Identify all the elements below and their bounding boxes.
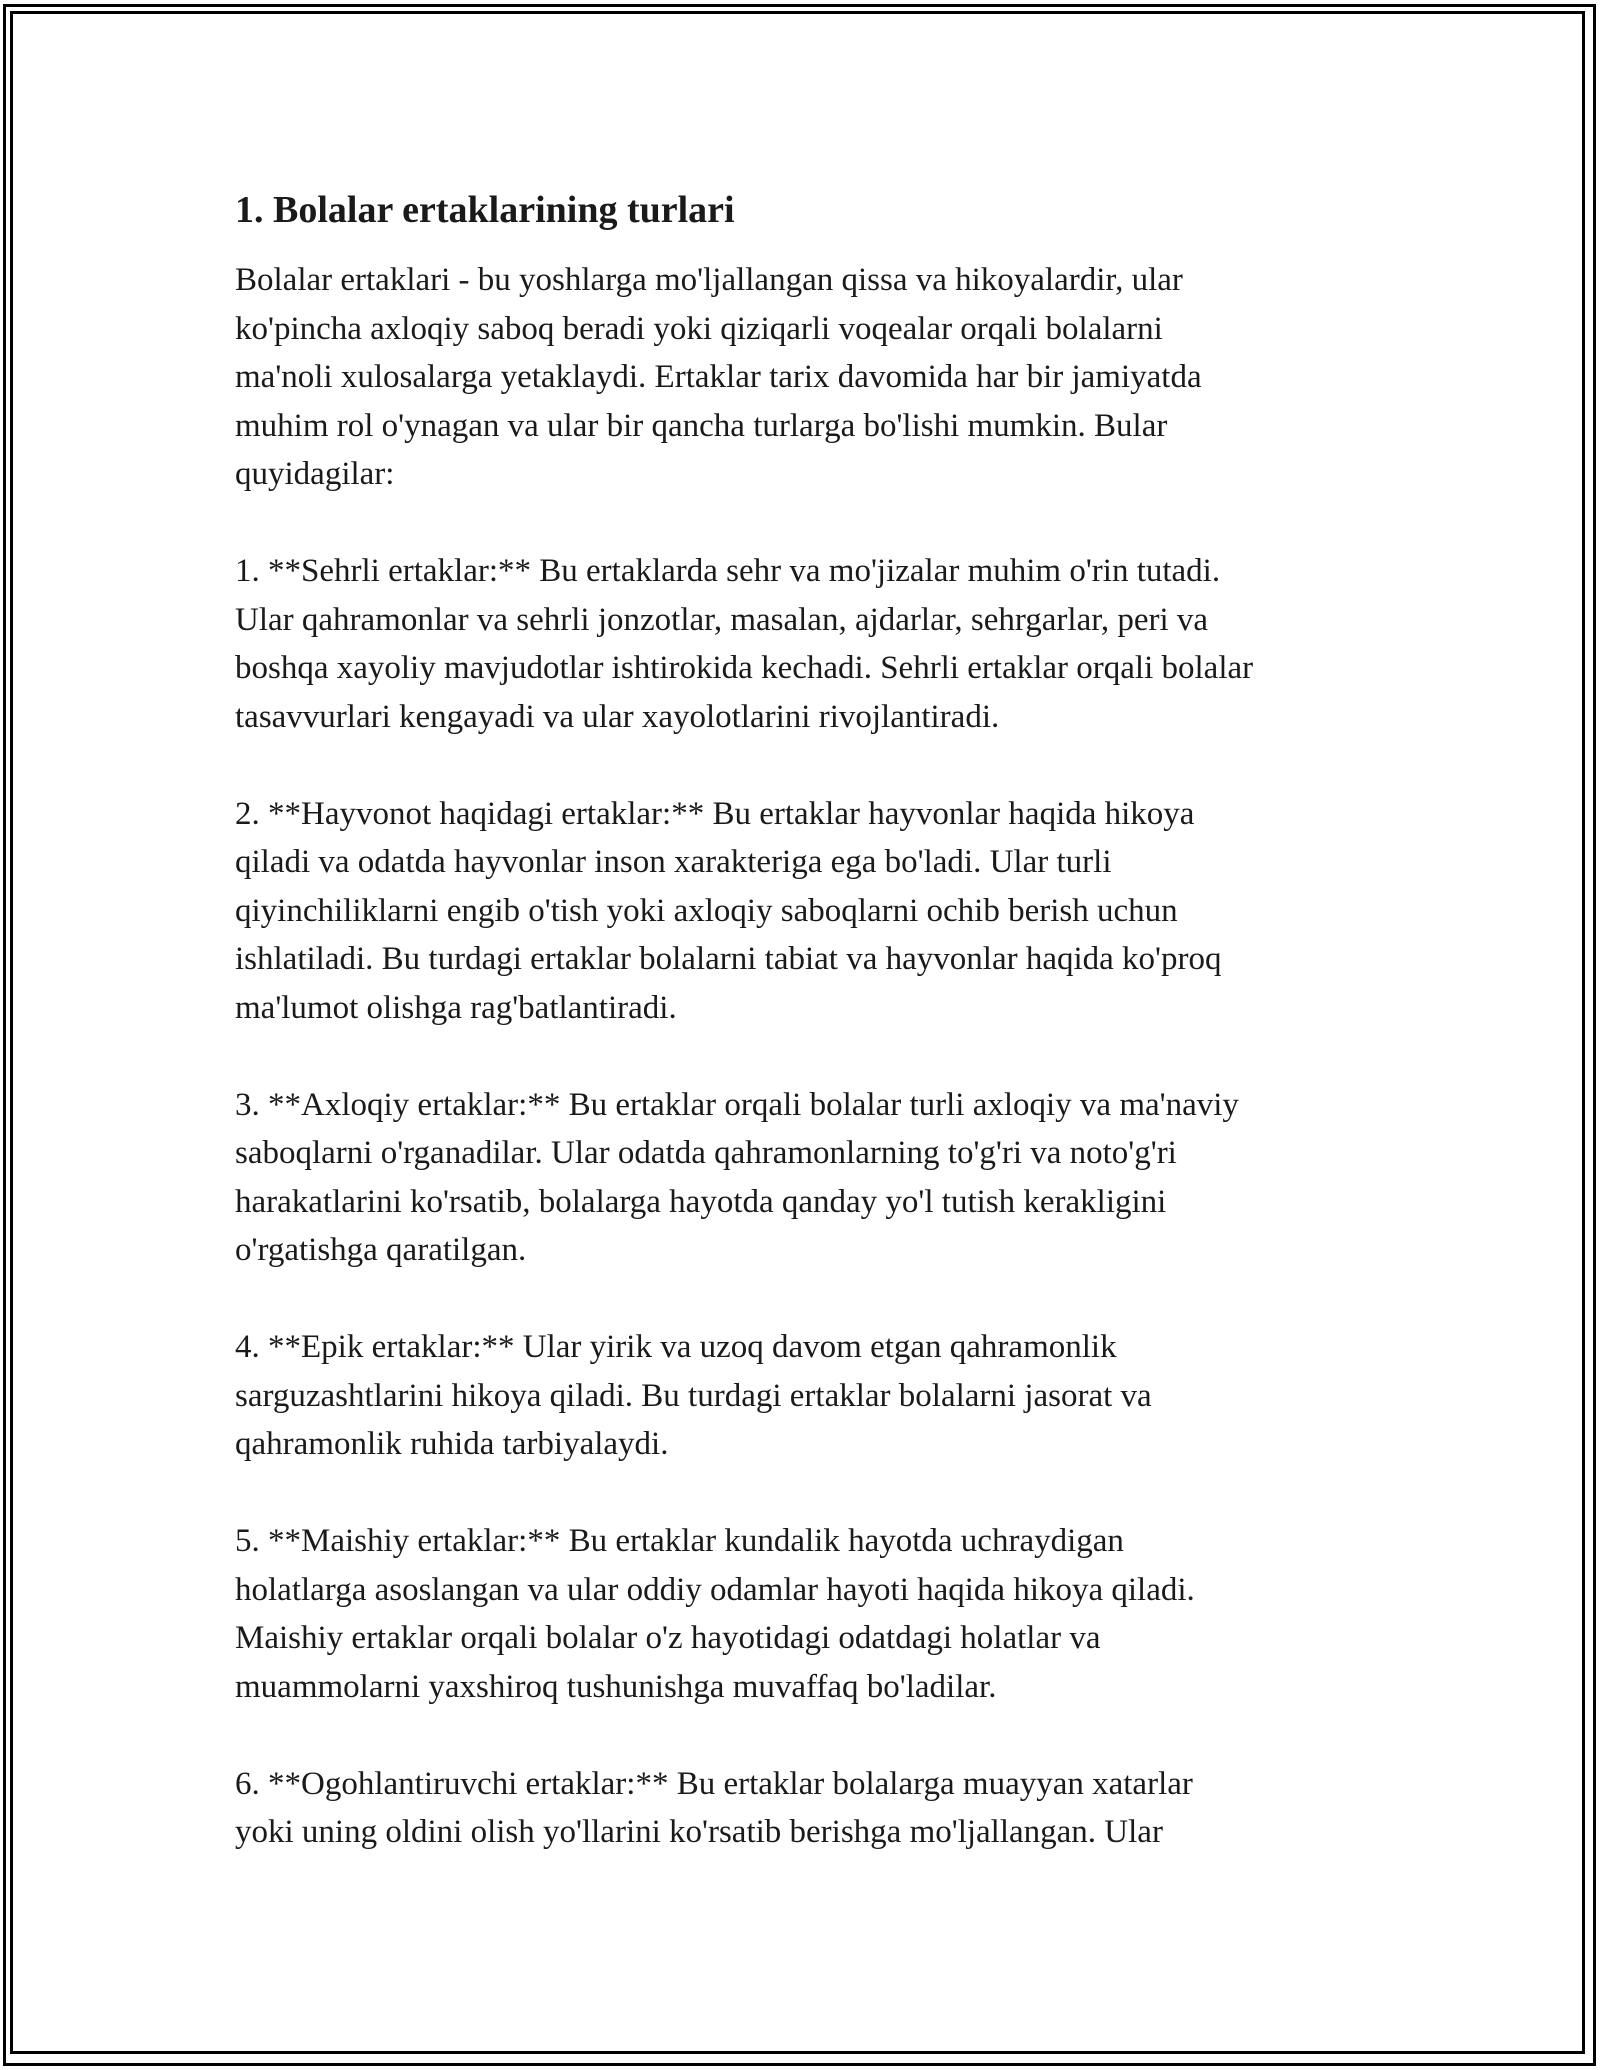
list-item-moral-tales: 3. **Axloqiy ertaklar:** Bu ertaklar orqali bolalar turli axloqiy va ma'naviy saboqlarni o'rganadilar. Ular odatda qahramonlarning to'g'ri va noto'g'ri harakatlarini ko'rsatib, bolalarga hayotda qanday yo'l tutish kerakligini o'rgatishga qaratilgan.: [235, 1086, 1239, 1268]
document-body: [235, 186, 1385, 1905]
list-item-warning-tales: 6. **Ogohlantiruvchi ertaklar:** Bu ertaklar bolalarga muayyan xatarlar yoki uning oldini olish yo'llarini ko'rsatib berishga mo'ljallangan. Ular: [235, 1765, 1193, 1850]
section-heading: 1. Bolalar ertaklarining turlari: [235, 189, 735, 231]
list-item-magic-tales: 1. **Sehrli ertaklar:** Bu ertaklarda sehr va mo'jizalar muhim o'rin tutadi. Ular qahramonlar va sehrli jonzotlar, masalan, ajdarlar, sehrgarlar, peri va boshqa xayoliy mavjudotlar ishtirokida kechadi. Sehrli ertaklar orqali bolalar tasavvurlari kengayadi va ular xayolotlarini rivojlantiradi.: [235, 553, 1254, 735]
intro-paragraph: Bolalar ertaklari - bu yoshlarga mo'ljallangan qissa va hikoyalardir, ular ko'pincha axloqiy saboq beradi yoki qiziqarli voqealar orqali bolalarni ma'noli xulosalarga yetaklaydi. Ertaklar tarix davomida har bir jamiyatda muhim rol o'ynagan va ular bir qancha turlarga bo'lishi mumkin. Bular quyidagilar:: [235, 262, 1202, 492]
list-item-animal-tales: 2. **Hayvonot haqidagi ertaklar:** Bu ertaklar hayvonlar haqida hikoya qiladi va odatda hayvonlar inson xarakteriga ega bo'ladi. Ular turli qiyinchiliklarni engib o'tish yoki axloqiy saboqlarni ochib berish uchun ishlatiladi. Bu turdagi ertaklar bolalarni tabiat va hayvonlar haqida ko'proq ma'lumot olishga rag'batlantiradi.: [235, 795, 1222, 1026]
list-item-epic-tales: 4. **Epik ertaklar:** Ular yirik va uzoq davom etgan qahramonlik sarguzashtlarini hikoya qiladi. Bu turdagi ertaklar bolalarni jasorat va qahramonlik ruhida tarbiyalaydi.: [235, 1329, 1152, 1462]
list-item-household-tales: 5. **Maishiy ertaklar:** Bu ertaklar kundalik hayotda uchraydigan holatlarga asoslangan va ular oddiy odamlar hayoti haqida hikoya qiladi. Maishiy ertaklar orqali bolalar o'z hayotidagi odatdagi holatlar va muammolarni yaxshiroq tushunishga muvaffaq bo'ladilar.: [235, 1523, 1195, 1705]
